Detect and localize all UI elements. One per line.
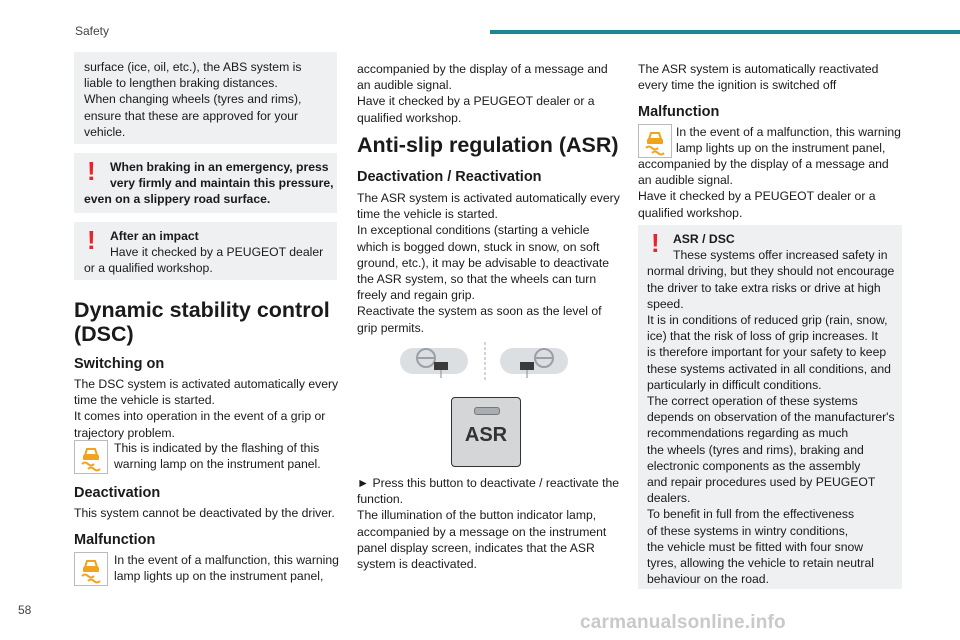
deactivation-heading: Deactivation bbox=[74, 485, 161, 501]
warning-exclamation-icon: ! bbox=[87, 156, 96, 186]
note-line: of these systems in wintry conditions, bbox=[647, 523, 849, 538]
note-line: and repair procedures used by PEUGEOT bbox=[647, 475, 876, 490]
paragraph-line: lamp lights up on the instrument panel, bbox=[676, 141, 886, 156]
paragraph-line: accompanied by the display of a message and bbox=[638, 157, 889, 171]
paragraph-line: an audible signal. bbox=[357, 78, 452, 93]
page-number: 58 bbox=[18, 603, 32, 617]
warning-line: Have it checked by a PEUGEOT dealer bbox=[110, 245, 324, 260]
note-line: the vehicle must be fitted with four snow bbox=[647, 539, 864, 554]
paragraph-line: time the vehicle is started. bbox=[74, 393, 215, 408]
note-line: electronic components as the assembly bbox=[647, 458, 861, 473]
paragraph-line: It comes into operation in the event of a grip or bbox=[74, 409, 326, 424]
paragraph-line: trajectory problem. bbox=[74, 425, 175, 440]
paragraph-line: The DSC system is activated automatically every bbox=[74, 377, 339, 391]
paragraph-line: qualified workshop. bbox=[357, 110, 462, 125]
paragraph-line: freely and regain grip. bbox=[357, 288, 475, 303]
note-line: dealers. bbox=[647, 491, 691, 506]
skid-warning-lamp-icon bbox=[638, 124, 672, 158]
asr-button[interactable] bbox=[451, 397, 521, 467]
abs-box-line: liable to lengthen braking distances. bbox=[84, 76, 278, 91]
after-impact-warning bbox=[74, 222, 337, 280]
paragraph-line: Have it checked by a PEUGEOT dealer or a bbox=[638, 189, 876, 204]
paragraph-line: The illumination of the button indicator lamp, bbox=[357, 508, 597, 523]
warning-line: very firmly and maintain this pressure, bbox=[110, 176, 334, 191]
note-line: recommendations regarding as much bbox=[647, 426, 849, 441]
abs-info-box bbox=[74, 52, 337, 144]
note-line: speed. bbox=[647, 296, 684, 311]
note-line: behaviour on the road. bbox=[647, 572, 769, 587]
paragraph-line: grip permits. bbox=[357, 320, 425, 335]
paragraph-line: The ASR system is automatically reactivated bbox=[638, 62, 879, 76]
asr-title: Anti-slip regulation (ASR) bbox=[357, 133, 619, 157]
paragraph-line: This system cannot be deactivated by the driver. bbox=[74, 506, 335, 520]
note-title: ASR / DSC bbox=[673, 232, 735, 246]
header-accent-bar bbox=[490, 30, 960, 34]
warning-title: After an impact bbox=[110, 229, 199, 243]
paragraph-line: every time the ignition is switched off bbox=[638, 78, 837, 93]
skid-warning-lamp-icon bbox=[74, 440, 108, 474]
paragraph-line: In the event of a malfunction, this warning bbox=[114, 553, 339, 567]
emergency-braking-warning bbox=[74, 153, 337, 213]
warning-line: When braking in an emergency, press bbox=[110, 160, 329, 174]
warning-exclamation-icon: ! bbox=[651, 228, 660, 258]
malfunction-heading: Malfunction bbox=[74, 532, 156, 548]
note-line: It is in conditions of reduced grip (rain, snow, bbox=[647, 313, 888, 328]
skid-warning-lamp-icon bbox=[74, 552, 108, 586]
note-line: these systems activated in all conditions, and bbox=[647, 361, 891, 376]
note-line: is therefore important for your safety to keep bbox=[647, 345, 887, 360]
note-line: the driver to take extra risks or drive at high bbox=[647, 280, 881, 295]
paragraph-line: function. bbox=[357, 492, 404, 507]
note-line: the wheels (tyres and rims), braking and bbox=[647, 442, 864, 457]
paragraph-line: panel display screen, indicates that the ASR bbox=[357, 540, 595, 555]
malfunction-heading: Malfunction bbox=[638, 104, 720, 120]
paragraph-line: This is indicated by the flashing of this bbox=[114, 441, 320, 455]
paragraph-line: ground, etc.), it may be advisable to deactivate bbox=[357, 255, 610, 270]
paragraph-line: accompanied by a message on the instrument bbox=[357, 524, 607, 539]
abs-box-line: When changing wheels (tyres and rims), bbox=[84, 92, 302, 107]
paragraph-line: qualified workshop. bbox=[638, 205, 743, 220]
paragraph-line: time the vehicle is started. bbox=[357, 207, 498, 222]
note-line: ice) that the risk of loss of grip increases. It bbox=[647, 329, 878, 344]
note-line: particularly in difficult conditions. bbox=[647, 377, 822, 392]
note-line: depends on observation of the manufacturer's bbox=[647, 410, 895, 425]
warning-line: or a qualified workshop. bbox=[84, 261, 213, 276]
paragraph-line: In exceptional conditions (starting a vehicle bbox=[357, 223, 590, 238]
note-line: tyres, allowing the vehicle to retain neutral bbox=[647, 556, 874, 571]
note-line: To benefit in full from the effectiveness bbox=[647, 507, 855, 522]
deactivation-reactivation-heading: Deactivation / Reactivation bbox=[357, 169, 542, 185]
note-line: These systems offer increased safety in bbox=[673, 248, 888, 263]
dsc-title-line1: Dynamic stability control bbox=[74, 298, 330, 322]
asr-button-indicator-lamp bbox=[474, 407, 500, 415]
asr-dsc-note-box bbox=[638, 225, 902, 589]
abs-box-line: vehicle. bbox=[84, 124, 126, 139]
paragraph-line: accompanied by the display of a message and bbox=[357, 62, 608, 76]
dsc-title-line2: (DSC) bbox=[74, 322, 134, 346]
note-line: The correct operation of these systems bbox=[647, 394, 858, 409]
dashboard-location-illustration bbox=[400, 340, 570, 384]
paragraph-line: an audible signal. bbox=[638, 173, 733, 188]
warning-exclamation-icon: ! bbox=[87, 225, 96, 255]
asr-button-label: ASR bbox=[464, 424, 508, 446]
paragraph-line: Reactivate the system as soon as the level of bbox=[357, 304, 602, 319]
watermark: carmanualsonline.info bbox=[580, 612, 786, 633]
note-line: normal driving, but they should not encourage bbox=[647, 264, 895, 279]
abs-box-line: surface (ice, oil, etc.), the ABS system is bbox=[84, 60, 302, 74]
paragraph-line: The ASR system is activated automatically every bbox=[357, 191, 620, 205]
paragraph-line: Have it checked by a PEUGEOT dealer or a bbox=[357, 94, 595, 109]
switching-on-heading: Switching on bbox=[74, 356, 165, 372]
paragraph-line: lamp lights up on the instrument panel, bbox=[114, 569, 324, 584]
section-title: Safety bbox=[75, 24, 110, 38]
abs-box-line: ensure that these are approved for your bbox=[84, 108, 299, 123]
paragraph-line: the ASR system, so that the wheels can turn bbox=[357, 272, 597, 287]
paragraph-line: which is bogged down, stuck in snow, on soft bbox=[357, 239, 600, 254]
paragraph-line: warning lamp on the instrument panel. bbox=[114, 457, 321, 472]
paragraph-line: system is deactivated. bbox=[357, 557, 477, 572]
warning-line: even on a slippery road surface. bbox=[84, 192, 271, 207]
paragraph-line: ► Press this button to deactivate / reactivate the bbox=[357, 476, 620, 490]
paragraph-line: In the event of a malfunction, this warning bbox=[676, 125, 901, 139]
